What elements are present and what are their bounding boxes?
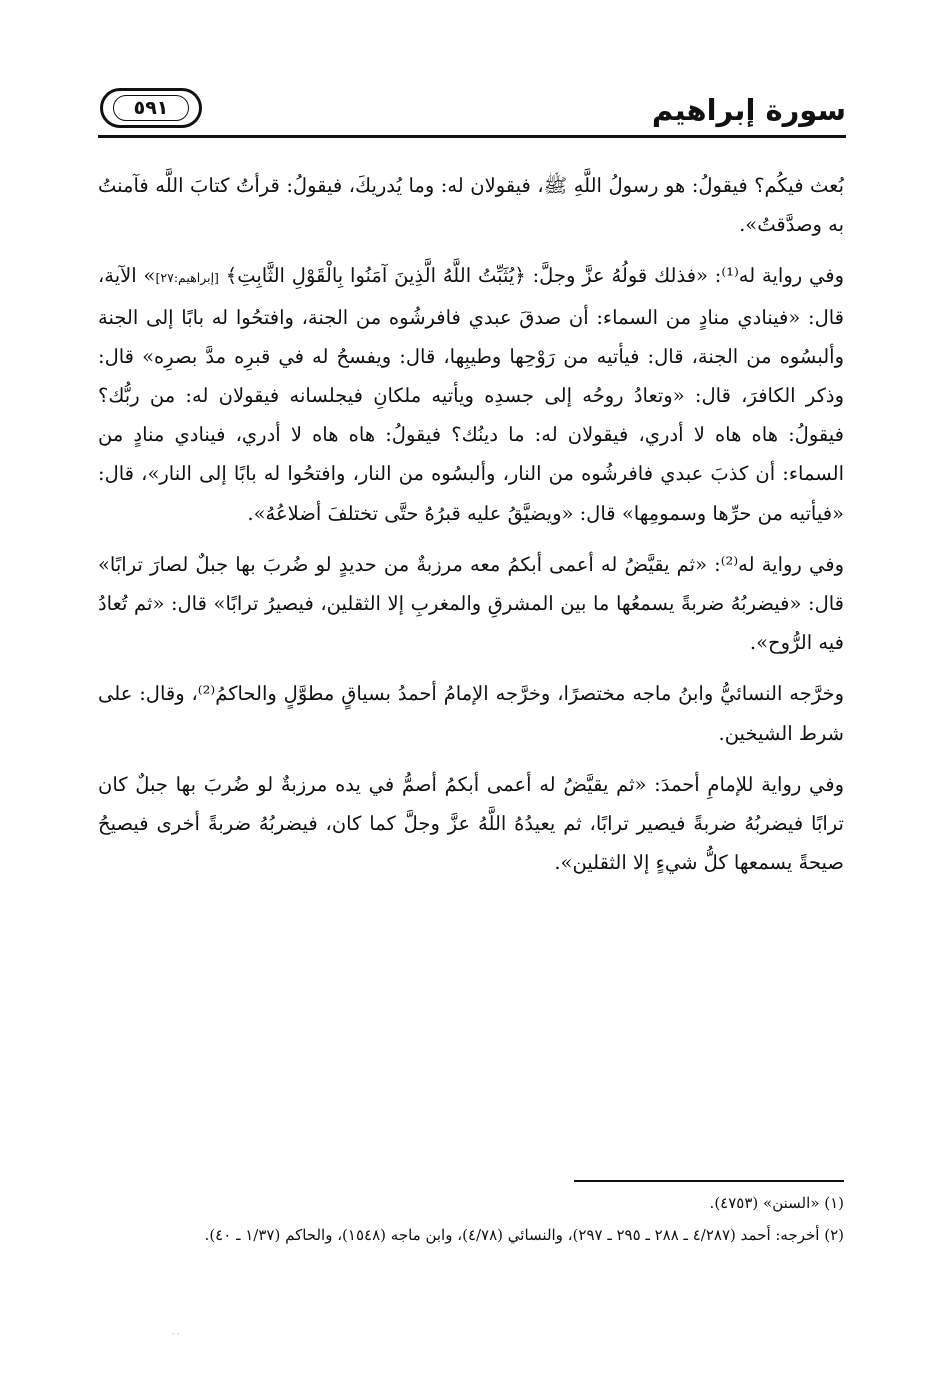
scan-specks: · · xyxy=(172,1330,180,1339)
page-header xyxy=(98,84,846,146)
paragraph: وفي رواية للإمامِ أحمدَ: «ثم يقيَّضُ له أعمى أبكمُ أصمُّ في يده مرزبةٌ لو ضُربَ بها جبلٌ كان ترابًا فيضربُهُ ضربةً فيصير ترابًا، ثم يعيدُهُ اللَّهُ عزَّ وجلَّ كما كان، فيضربُهُ ضربةً أخرى فيصيحُ صيحةً يسمعها كلُّ شيءٍ إلا الثقلين». xyxy=(98,772,844,875)
surah-title: سورة إبراهيم xyxy=(651,93,846,127)
footnote: (١) «السنن» (٤٧٥٣). xyxy=(709,1194,844,1212)
paragraph-text: » الآية، قال: «فينادي منادٍ من السماء: أن صدقَ عبدي فافرشُوه من الجنة، وافتحُوا له بابًا إلى الجنة وألبسُوه من الجنة، قال: فيأتيه من رَوْحِها وطيبِها، قال: ويفسحُ له في قبرِه مدَّ بصرِه» قال: وذكر الكافرَ، قال: «وتعادُ روحُه إلى جسدِه ويأتيه ملكانِ فيجلسانه فيقولان له: من ربُّك؟ فيقولُ: هاه هاه لا أدري، فيقولان له: ما دينُك؟ فيقولُ: هاه هاه لا أدري، فينادي منادٍ من السماء: أن كذبَ عبدي فافرشُوه من النار، وألبسُوه من النار، وافتحُوا له بابًا إلى النار»، قال: «فيأتيه من حرِّها وسمومِها» قال: «ويضيَّقُ عليه قبرُهُ حتَّى تختلفَ أضلاعُهُ». xyxy=(98,264,844,525)
paragraph: وخرَّجه النسائيُّ وابنُ ماجه مختصرًا، وخرَّجه الإمامُ أحمدُ بسياقٍ مطوَّلٍ والحاكمُ⁽²⁾، وقال: على شرط الشيخين. xyxy=(98,682,844,745)
footnote: (٢) أخرجه: أحمد (٤/٢٨٧ ـ ٢٨٨ ـ ٢٩٥ ـ ٢٩٧)، والنسائي (٤/٧٨)، وابن ماجه (١٥٤٨)، والحاكم (١/٣٧ ـ ٤٠). xyxy=(204,1226,844,1244)
page-number-badge xyxy=(100,88,202,128)
page-number: ٥٩١ xyxy=(133,97,169,119)
main-text xyxy=(98,166,844,882)
header-rule xyxy=(98,135,846,138)
paragraph: وفي رواية له⁽²⁾: «ثم يقيَّضُ له أعمى أبكمُ معه مرزبةٌ من حديدٍ لو ضُربَ بها جبلٌ لصارَ ترابًا» قال: «فيضربُهُ ضربةً يسمعُها ما بين المشرقِ والمغربِ إلا الثقلين، فيصيرُ ترابًا» قال: «ثم تُعادُ فيه الرُّوح». xyxy=(98,552,844,655)
paragraph xyxy=(98,256,844,532)
paragraph: بُعث فيكُم؟ فيقولُ: هو رسولُ اللَّهِ ﷺ، فيقولان له: وما يُدريكَ، فيقولُ: قرأتُ كتابَ اللَّه فآمنتُ به وصدَّقتُ». xyxy=(98,174,844,237)
paragraph-text: وفي رواية له⁽¹⁾: «فذلك قولُهُ عزَّ وجلَّ: ﴿يُثَبِّتُ اللَّهُ الَّذِينَ آمَنُوا بِالْقَوْلِ الثَّابِتِ﴾ xyxy=(225,264,844,288)
verse-reference: [إبراهيم:٢٧] xyxy=(155,270,219,286)
footnotes xyxy=(98,1190,844,1248)
footnote-separator xyxy=(574,1180,844,1182)
